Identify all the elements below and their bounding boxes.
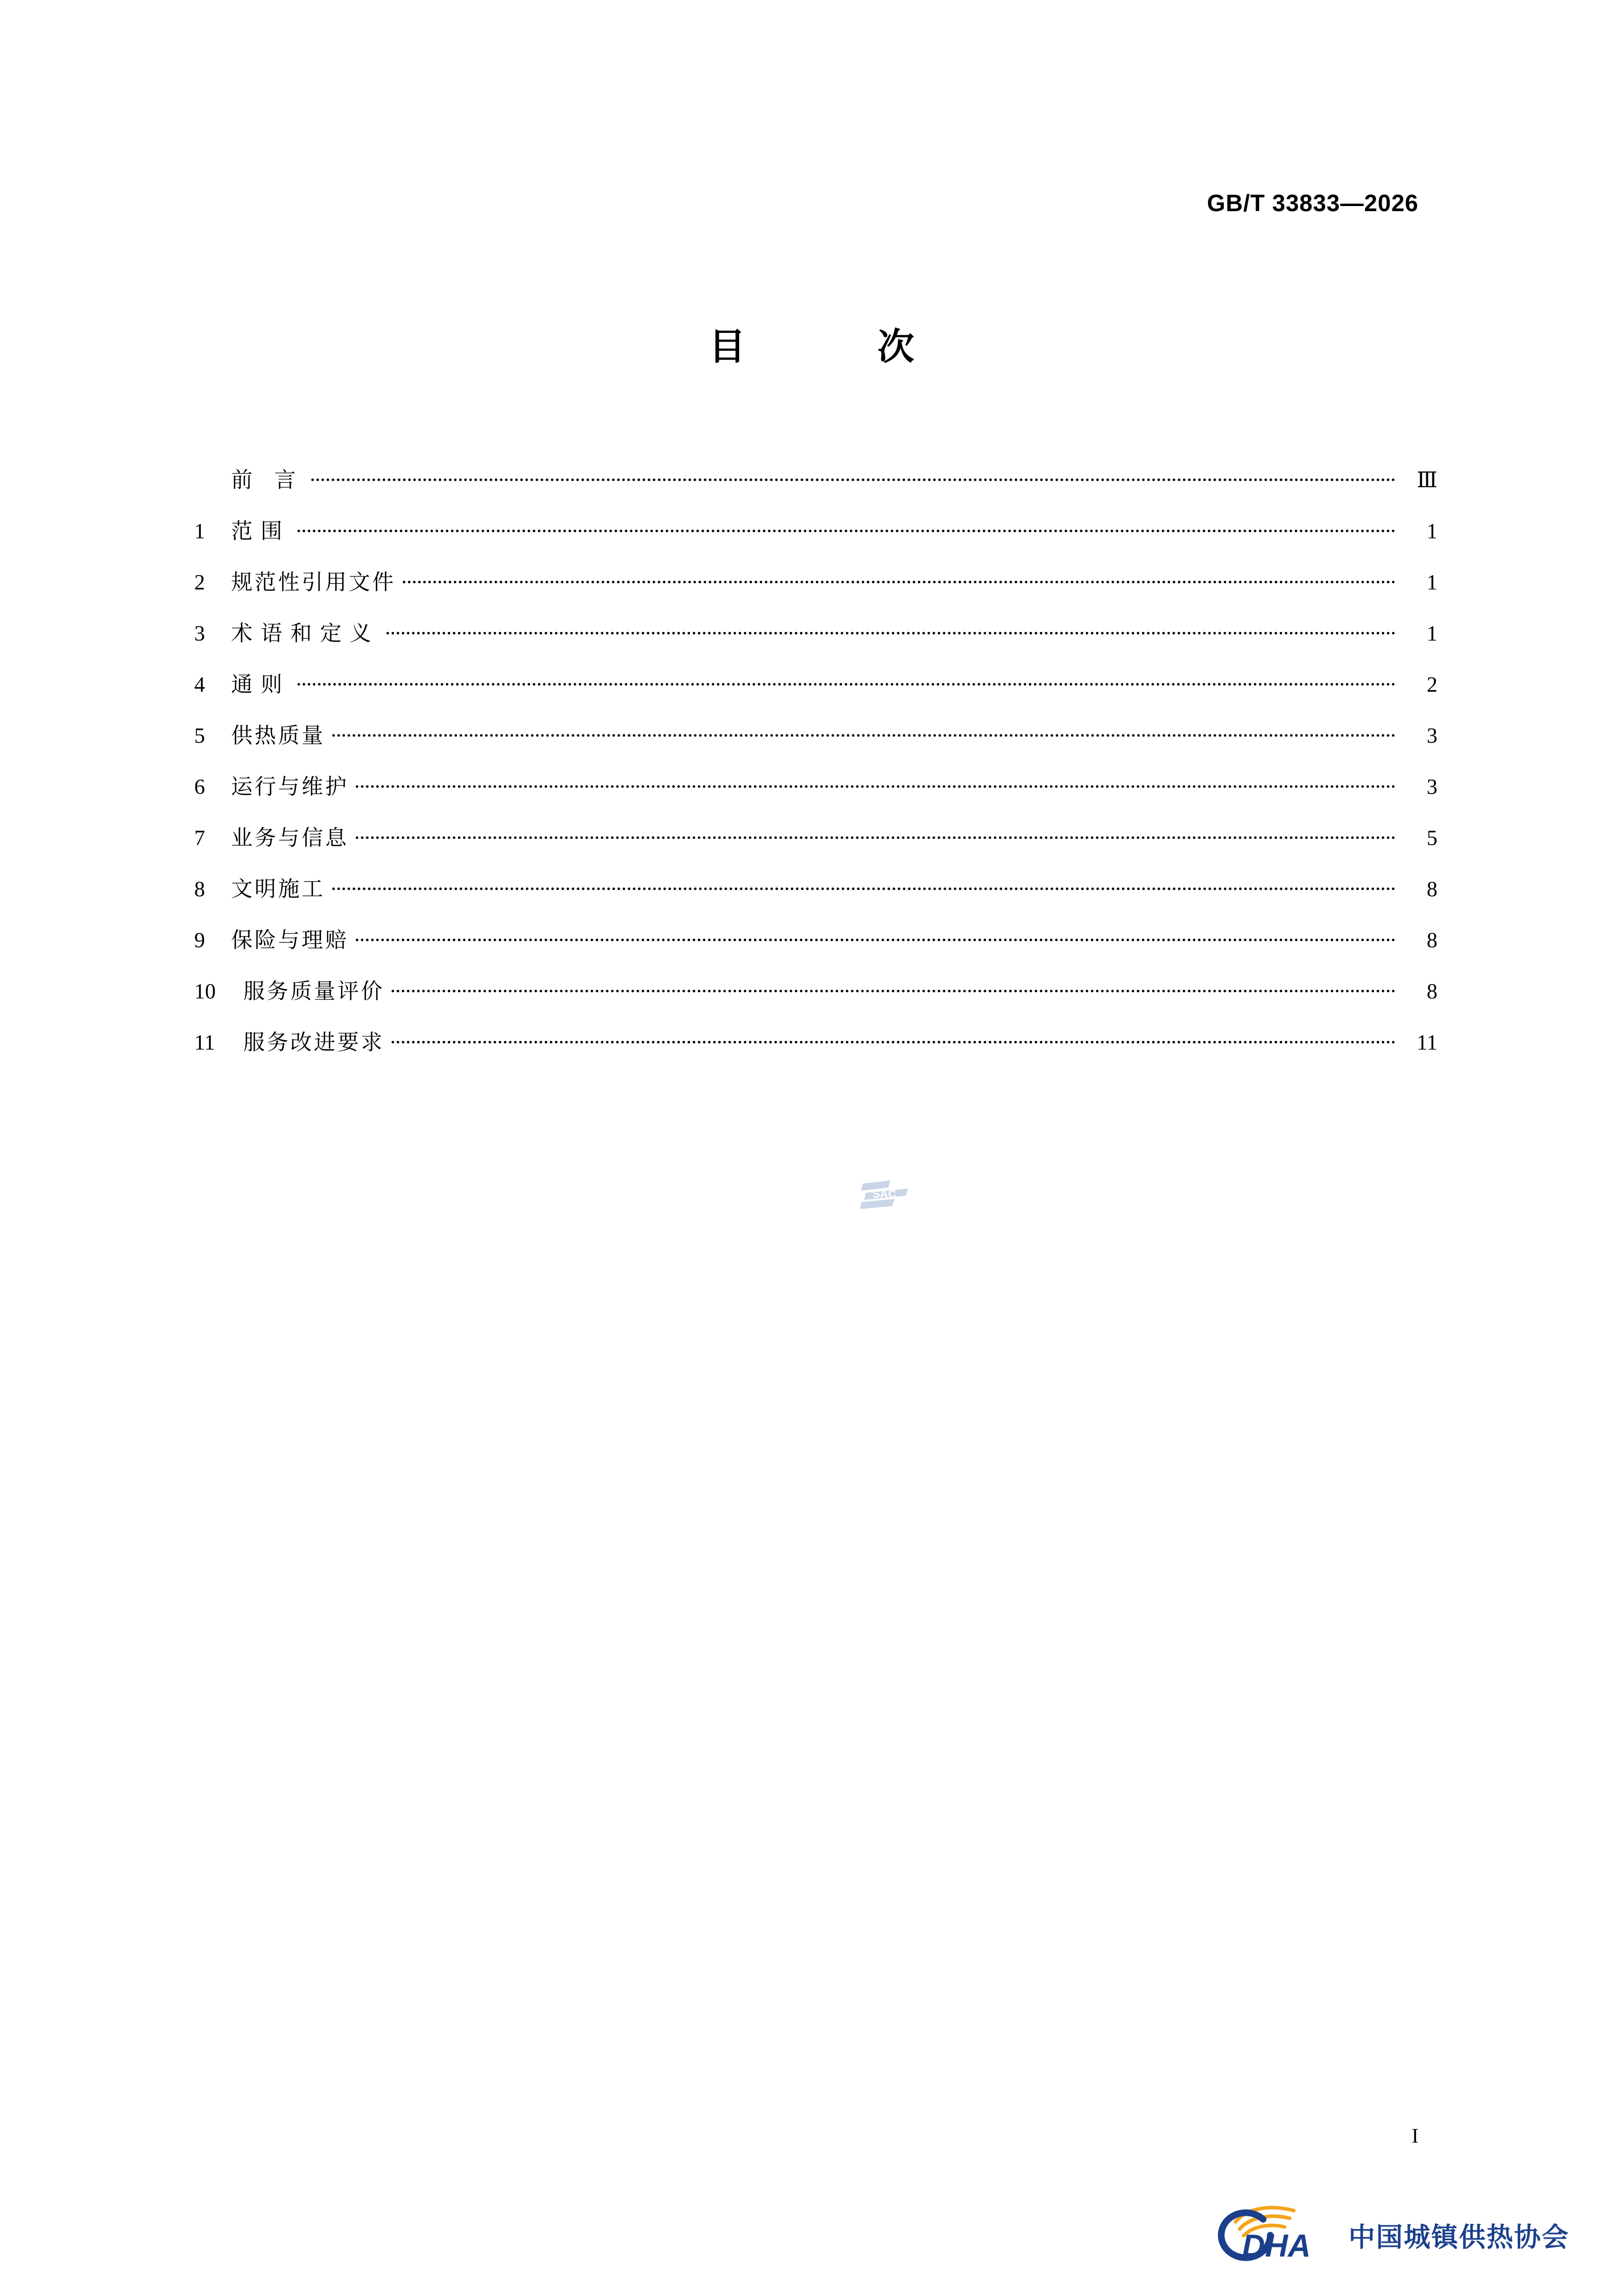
toc-leader-dots (332, 875, 1396, 896)
toc-entry-page: 2 (1427, 673, 1437, 697)
toc-entry-number: 6 (194, 776, 205, 799)
toc-leader-dots (392, 977, 1396, 998)
toc-entry-number: 9 (194, 929, 205, 952)
toc-leader-dots (332, 721, 1396, 743)
toc-entry-label: 术语和定义 (231, 622, 380, 646)
toc-leader-dots (403, 568, 1396, 589)
standard-number-header: GB/T 33833—2026 (1207, 190, 1419, 216)
toc-entry[interactable] (194, 864, 1437, 915)
toc-entry-label: 运行与维护 (231, 776, 349, 799)
toc-entry-number: 5 (194, 724, 205, 748)
toc-entry-number: 2 (194, 571, 205, 595)
toc-entry-number: 11 (194, 1031, 215, 1055)
toc-entry-number: 8 (194, 878, 205, 901)
toc-entry[interactable] (194, 966, 1437, 1017)
toc-entry-page: 8 (1427, 980, 1437, 1004)
toc-entry-page: 1 (1427, 571, 1437, 595)
organization-name: 中国城镇供热协会 (1348, 2222, 1569, 2253)
toc-leader-dots (298, 670, 1396, 692)
toc-entry[interactable] (194, 557, 1437, 608)
toc-entry[interactable] (194, 660, 1437, 711)
dha-logo-icon (1209, 2201, 1339, 2268)
toc-entry[interactable] (194, 711, 1437, 762)
toc-entry-number: 4 (194, 673, 205, 697)
toc-entry-label: 规范性引用文件 (231, 571, 396, 595)
table-of-contents (194, 455, 1437, 1069)
toc-entry[interactable] (194, 608, 1437, 660)
toc-entry-page: 11 (1416, 1031, 1437, 1055)
toc-entry-label: 文明施工 (231, 878, 326, 901)
folio-page-number: I (1411, 2124, 1419, 2147)
toc-entry-page: 1 (1427, 520, 1437, 543)
toc-leader-dots (311, 466, 1396, 487)
toc-entry-page: 3 (1427, 724, 1437, 748)
toc-leader-dots (356, 824, 1396, 845)
toc-leader-dots (356, 772, 1396, 794)
toc-entry-number: 3 (194, 622, 205, 646)
toc-entry[interactable] (194, 813, 1437, 864)
toc-entry[interactable] (194, 506, 1437, 557)
toc-entry-label: 范围 (231, 520, 291, 543)
organization-logo (1209, 2201, 1569, 2268)
toc-entry-label: 保险与理赔 (231, 929, 349, 952)
toc-entry[interactable] (194, 1017, 1437, 1069)
toc-entry-number: 1 (194, 520, 205, 543)
toc-entry[interactable] (194, 455, 1437, 506)
toc-entry[interactable] (194, 762, 1437, 813)
toc-entry-label: 供热质量 (231, 724, 326, 748)
toc-entry-page: 8 (1427, 929, 1437, 952)
toc-entry-label: 通则 (231, 673, 291, 697)
toc-entry-page: 1 (1427, 622, 1437, 646)
toc-entry-label: 前 言 (231, 469, 304, 492)
toc-entry-label: 服务质量评价 (243, 980, 385, 1004)
toc-leader-dots (392, 1028, 1396, 1050)
toc-entry[interactable] (194, 915, 1437, 966)
toc-entry-page: 3 (1427, 776, 1437, 799)
svg-text:SAC: SAC (872, 1188, 897, 1200)
toc-entry-label: 业务与信息 (231, 827, 349, 850)
toc-entry-page: 5 (1427, 827, 1437, 850)
sac-watermark-icon (859, 1173, 910, 1219)
toc-leader-dots (386, 619, 1396, 641)
toc-entry-number: 7 (194, 827, 205, 850)
toc-leader-dots (356, 926, 1396, 947)
toc-entry-label: 服务改进要求 (243, 1031, 385, 1055)
toc-leader-dots (298, 517, 1396, 538)
toc-entry-page: 8 (1427, 878, 1437, 901)
toc-entry-page: Ⅲ (1416, 469, 1437, 492)
page-title: 目 次 (708, 327, 934, 368)
svg-text:DHA: DHA (1242, 2229, 1311, 2264)
toc-entry-number: 10 (194, 980, 216, 1004)
